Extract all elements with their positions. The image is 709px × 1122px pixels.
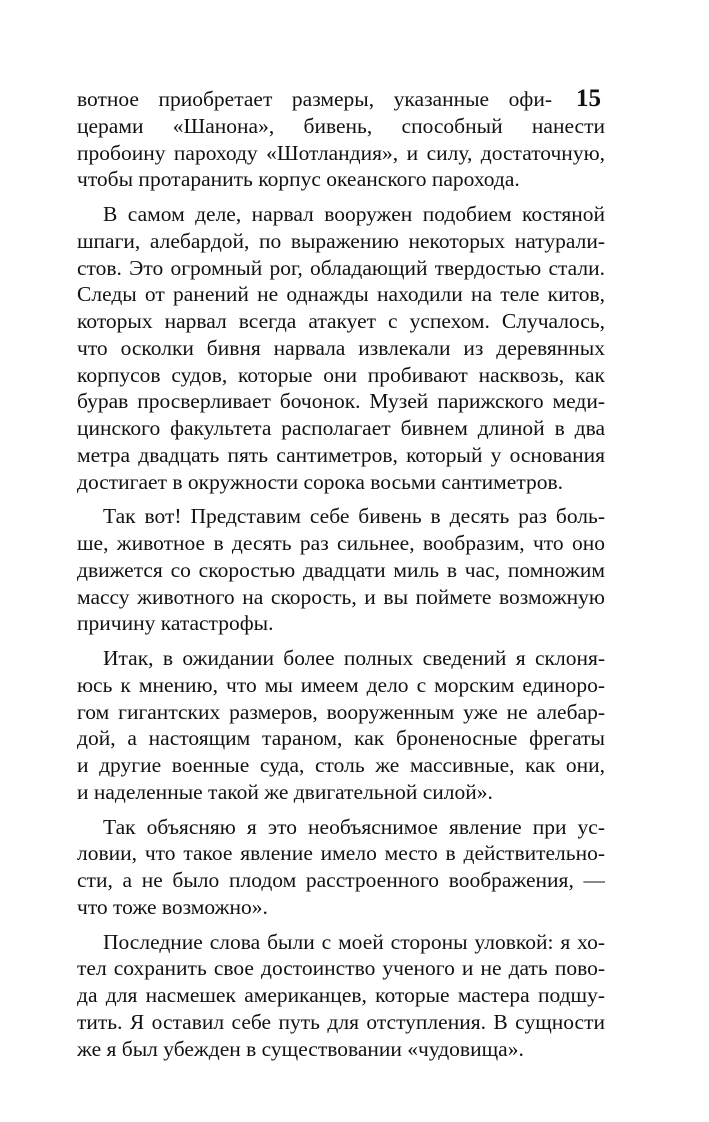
text-line: достигает в окружности сорока восьми сантиметров. [77,469,564,494]
text-line: тел сохранить свое достоинство ученого и не дать пово- [77,956,605,981]
paragraph-6 [77,929,605,1063]
text-line: церами «Шанона», бивень, способный нанести [77,113,605,138]
text-line: ловии, что такое явление имело место в действительно- [77,841,605,866]
paragraph-3 [77,503,605,637]
paragraph-1 [77,86,605,193]
text-line: чтобы протаранить корпус океанского парохода. [77,167,520,192]
page-number: 15 [576,85,601,112]
paragraph-4 [77,645,605,806]
text-line: бурав просверливает бочонок. Музей парижского меди- [77,389,605,414]
text-line: В самом деле, нарвал вооружен подобием костяной [103,202,605,226]
text-line: Следы от ранений не однажды находили на теле китов, [77,282,605,307]
text-line: стов. Это огромный рог, обладающий твердостью стали. [77,255,605,280]
text-line: и наделенные такой же двигательной силой». [77,779,493,804]
text-line: движется со скоростью двадцати миль в час, помножим [77,557,605,582]
paragraph-2 [77,201,605,495]
text-line: что осколки бивня нарвала извлекали из деревянных [77,335,605,360]
text-line: тить. Я оставил себе путь для отступления. В сущности [77,1009,605,1034]
text-line: Последние слова были с моей стороны уловкой: я хо- [103,929,605,954]
paragraph-5 [77,814,605,921]
text-line: гом гигантских размеров, вооруженным уже не алебар- [77,699,605,724]
text-line: сти, а не было плодом расстроенного воображения, — [77,868,605,892]
text-line: Итак, в ожидании более полных сведений я склоня- [103,646,605,670]
text-line: что тоже возможно». [77,894,268,919]
text-line: массу животного на скорость, и вы поймете возможную [77,584,605,609]
text-line: и другие военные суда, столь же массивные, как они, [77,753,605,777]
text-line: цинского факультета располагает бивнем длиной в два [77,416,605,440]
text-line: шпаги, алебардой, по выражению некоторых натурали- [77,228,605,253]
text-line: корпусов судов, которые они пробивают насквозь, как [77,362,605,387]
text-line: метра двадцать пять сантиметров, который у основания [77,442,605,467]
text-line: причину катастрофы. [77,611,274,636]
text-line: ше, животное в десять раз сильнее, вообразим, что оно [77,531,605,555]
text-line: которых нарвал всегда атакует с успехом. Случалось, [77,309,605,333]
text-line: да для насмешек американцев, которые мастера подшу- [77,983,605,1007]
text-line: вотное приобретает размеры, указанные офи- [77,87,552,111]
text-line: Так вот! Представим себе бивень в десять раз боль- [103,504,605,529]
text-line: дой, а настоящим тараном, как броненосные фрегаты [77,726,605,751]
text-line: пробоину пароходу «Шотландия», и силу, достаточную, [77,140,605,165]
text-line: же я был убежден в существовании «чудовища». [77,1036,524,1061]
text-line: Так объясняю я это необъяснимое явление при ус- [103,814,605,839]
text-line: юсь к мнению, что мы имеем дело с морским единоро- [77,672,605,697]
body-text [77,86,605,1062]
